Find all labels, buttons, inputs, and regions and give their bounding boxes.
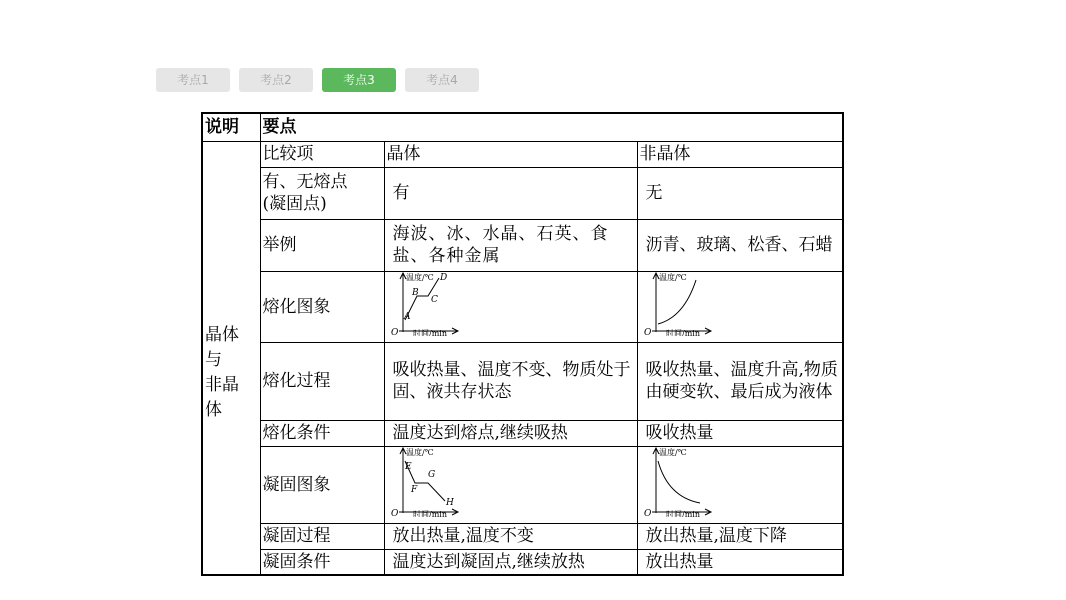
table-row [202,420,843,446]
y-axis-label: 温度/℃ [405,272,434,282]
y-axis-label: 温度/℃ [658,447,687,457]
y-axis-label: 温度/℃ [405,447,434,457]
row-amorphous: 吸收热量 [637,420,843,446]
melting-amorphous-graph [644,272,714,336]
origin-label: O [643,508,651,517]
row-crystal: 有 [384,167,637,219]
table-row [202,523,843,549]
tab-topic-4[interactable]: 考点4 [405,68,479,92]
row-item: 举例 [260,219,384,271]
tab-topic-2[interactable]: 考点2 [239,68,313,92]
row-item: 熔化图象 [260,271,384,342]
row-item: 熔化过程 [260,342,384,420]
row-amorphous: 无 [637,167,843,219]
topic-tabs [156,68,479,92]
row-item: 熔化条件 [260,420,384,446]
origin-label: O [643,327,651,336]
row-amorphous: 放出热量 [637,549,843,575]
solidification-crystal-graph [391,447,461,517]
row-item: 凝固过程 [260,523,384,549]
row-crystal: 吸收热量、温度不变、物质处于固、液共存状态 [384,342,637,420]
point-h-label: H [445,497,454,508]
solidification-amorphous-graph [644,447,714,517]
x-axis-label: 时间/min [412,328,447,336]
table-row [202,167,843,219]
subheader-crystal: 晶体 [384,141,637,167]
tab-topic-1[interactable]: 考点1 [156,68,230,92]
row-amorphous: 沥青、玻璃、松香、石蜡 [637,219,843,271]
row-item: 凝固图象 [260,446,384,523]
table-row [202,219,843,271]
solidification-crystal-graph-cell [384,446,637,523]
subheader-amorphous: 非晶体 [637,141,843,167]
subheader-item: 比较项 [260,141,384,167]
point-a-label: A [403,311,410,322]
row-item: 凝固条件 [260,549,384,575]
category-cell: 晶体 与 非晶 体 [202,141,260,575]
table-row [202,549,843,575]
point-d-label: D [439,272,447,283]
table-row [202,141,843,167]
melting-amorphous-graph-cell [637,271,843,342]
point-f-label: F [410,484,417,495]
table-row [202,446,843,523]
row-item: 有、无熔点 (凝固点) [260,167,384,219]
table-row [202,271,843,342]
row-crystal: 放出热量,温度不变 [384,523,637,549]
table-row [202,342,843,420]
header-key-points: 要点 [260,113,843,141]
x-axis-label: 时间/min [412,509,447,517]
row-crystal: 温度达到熔点,继续吸热 [384,420,637,446]
row-amorphous: 吸收热量、温度升高,物质由硬变软、最后成为液体 [637,342,843,420]
point-g-label: G [427,469,435,480]
origin-label: O [390,508,398,517]
y-axis-label: 温度/℃ [658,272,687,282]
point-b-label: B [411,287,419,298]
point-c-label: C [430,294,438,305]
row-crystal: 海波、冰、水晶、石英、食盐、各种金属 [384,219,637,271]
point-e-label: E [404,461,412,472]
origin-label: O [390,327,398,336]
tab-topic-3[interactable]: 考点3 [322,68,396,92]
melting-crystal-graph-cell [384,271,637,342]
row-amorphous: 放出热量,温度下降 [637,523,843,549]
row-crystal: 温度达到凝固点,继续放热 [384,549,637,575]
x-axis-label: 时间/min [665,509,700,517]
comparison-table [201,112,844,576]
melting-crystal-graph [391,272,461,336]
solidification-amorphous-graph-cell [637,446,843,523]
x-axis-label: 时间/min [665,328,700,336]
table-header-row [202,113,843,141]
header-description: 说明 [202,113,260,141]
